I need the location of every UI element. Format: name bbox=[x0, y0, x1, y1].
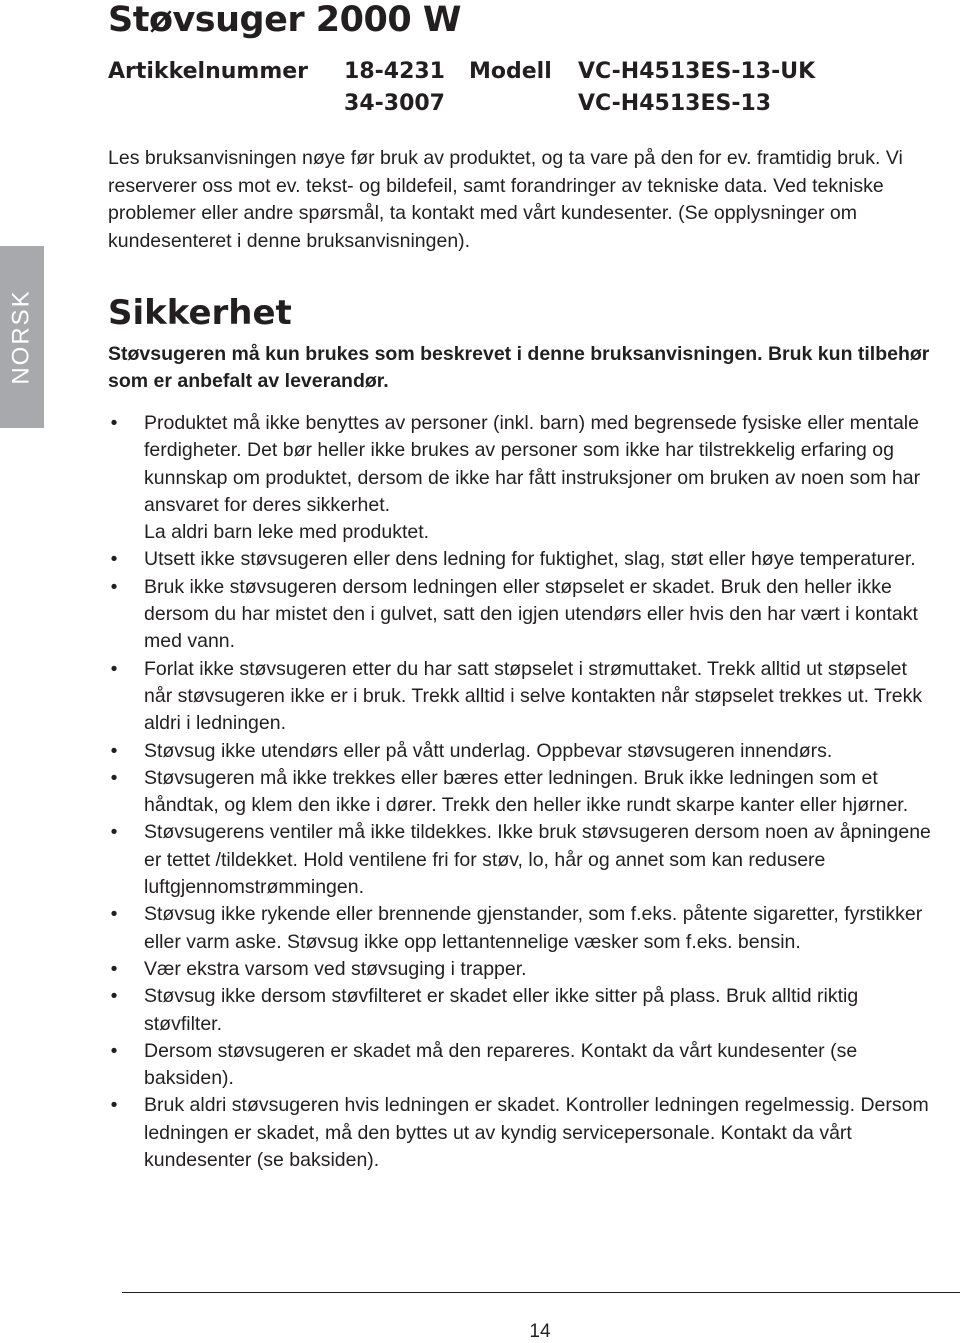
bullet-icon: • bbox=[110, 985, 118, 1008]
model-number: VC-H4513ES-13-UK bbox=[578, 59, 816, 84]
page-title: Støvsuger 2000 W bbox=[108, 0, 461, 40]
list-item-text: Støvsugerens ventiler må ikke tildekkes. Ikke bruk støvsugeren dersom noen av åpningene er tettet /tildekket. Hold ventilene fri for støv, lo, hår og annet som kan redusere luftgjennomstrømmingen. bbox=[144, 821, 931, 899]
list-item bbox=[108, 901, 938, 956]
list-item bbox=[108, 765, 938, 820]
list-item-text: Utsett ikke støvsugeren eller dens ledning for fuktighet, slag, støt eller høye temperaturer. bbox=[144, 548, 916, 571]
product-identifiers bbox=[108, 56, 868, 120]
bullet-icon: • bbox=[110, 1094, 118, 1117]
bullet-icon: • bbox=[110, 903, 118, 926]
list-item bbox=[108, 1038, 938, 1093]
bullet-icon: • bbox=[110, 1039, 118, 1062]
bullet-icon: • bbox=[110, 575, 118, 598]
footer-divider bbox=[122, 1292, 960, 1293]
identifier-row bbox=[108, 88, 868, 120]
article-number: 34-3007 bbox=[344, 91, 445, 116]
language-tab-label: NORSK bbox=[8, 289, 36, 385]
article-number: 18-4231 bbox=[344, 59, 445, 84]
list-item bbox=[108, 819, 938, 901]
model-label: Modell bbox=[469, 59, 552, 84]
list-item-text: Støvsug ikke rykende eller brennende gjenstander, som f.eks. påtente sigaretter, fyrstikker eller varm aske. Støvsug ikke opp lettantennelige væsker som f.eks. bensin. bbox=[144, 903, 923, 953]
safety-list bbox=[108, 410, 938, 1174]
list-item-text: Forlat ikke støvsugeren etter du har satt støpselet i strømuttaket. Trekk alltid ut støpselet når støvsugeren ikke er i bruk. Trekk alltid i selve kontakten når støpselet trekkes ut. Trekk aldri i ledningen. bbox=[144, 657, 923, 735]
bullet-icon: • bbox=[110, 548, 118, 571]
list-item-text: Vær ekstra varsom ved støvsuging i trapper. bbox=[144, 957, 527, 980]
safety-lead: Støvsugeren må kun brukes som beskrevet i denne bruksanvisningen. Bruk kun tilbehør som er anbefalt av leverandør. bbox=[108, 343, 930, 392]
bullet-icon: • bbox=[110, 821, 118, 844]
page-number: 14 bbox=[529, 1321, 551, 1342]
list-item-text: Støvsugeren må ikke trekkes eller bæres etter ledningen. Bruk ikke ledningen som et håndtak, og klem den ikke i dører. Trekk den heller ikke rundt skarpe kanter eller hjørner. bbox=[144, 766, 909, 817]
list-item bbox=[108, 1092, 938, 1174]
list-item-text: Dersom støvsugeren er skadet må den repareres. Kontakt da vårt kundesenter (se baksiden). bbox=[144, 1039, 858, 1090]
list-item bbox=[108, 410, 938, 546]
list-item bbox=[108, 738, 938, 765]
list-item-text: Bruk aldri støvsugeren hvis ledningen er skadet. Kontroller ledningen regelmessig. Dersom ledningen er skadet, må den byttes ut av kyndig servicepersonale. Kontakt da vårt kundesenter (se baksiden). bbox=[144, 1094, 929, 1172]
intro-paragraph: Les bruksanvisningen nøye før bruk av produktet, og ta vare på den for ev. framtidig bruk. Vi reserverer oss mot ev. tekst- og bildefeil, samt forandringer av tekniske data. Ved tekniske problemer eller andre spørsmål, ta kontakt med vårt kundesenter. (Se opplysninger om kundesenteret i denne bruksanvisningen). bbox=[108, 147, 903, 252]
list-item bbox=[108, 956, 938, 983]
list-item-text: Støvsug ikke dersom støvfilteret er skadet eller ikke sitter på plass. Bruk alltid riktig støvfilter. bbox=[144, 985, 859, 1035]
list-item-text: La aldri barn leke med produktet. bbox=[144, 521, 430, 544]
bullet-icon: • bbox=[110, 412, 118, 434]
list-item bbox=[108, 574, 938, 656]
model-number: VC-H4513ES-13 bbox=[578, 91, 772, 116]
list-item bbox=[108, 656, 938, 738]
list-item-text: Støvsug ikke utendørs eller på vått underlag. Oppbevar støvsugeren innendørs. bbox=[144, 739, 833, 762]
list-item bbox=[108, 546, 938, 573]
list-item-text: Bruk ikke støvsugeren dersom ledningen eller støpselet er skadet. Bruk den heller ikke dersom du har mistet den i gulvet, satt den igjen utendørs eller hvis den har vært i kontakt med vann. bbox=[144, 575, 918, 653]
bullet-icon: • bbox=[110, 739, 118, 762]
identifier-row bbox=[108, 56, 868, 88]
bullet-icon: • bbox=[110, 657, 118, 680]
bullet-icon: • bbox=[110, 957, 118, 980]
article-number-label: Artikkelnummer bbox=[108, 59, 309, 84]
section-heading: Sikkerhet bbox=[108, 293, 292, 333]
bullet-icon: • bbox=[110, 766, 118, 789]
list-item bbox=[108, 983, 938, 1038]
list-item-text: Produktet må ikke benyttes av personer (inkl. barn) med begrensede fysiske eller mentale ferdigheter. Det bør heller ikke brukes av personer som ikke har tilstrekkelig erfaring og kunnskap om produktet, dersom de ikke har fått instruksjoner om bruken av noen som har ansvaret for deres sikkerhet. bbox=[144, 412, 921, 516]
language-tab bbox=[0, 246, 44, 428]
